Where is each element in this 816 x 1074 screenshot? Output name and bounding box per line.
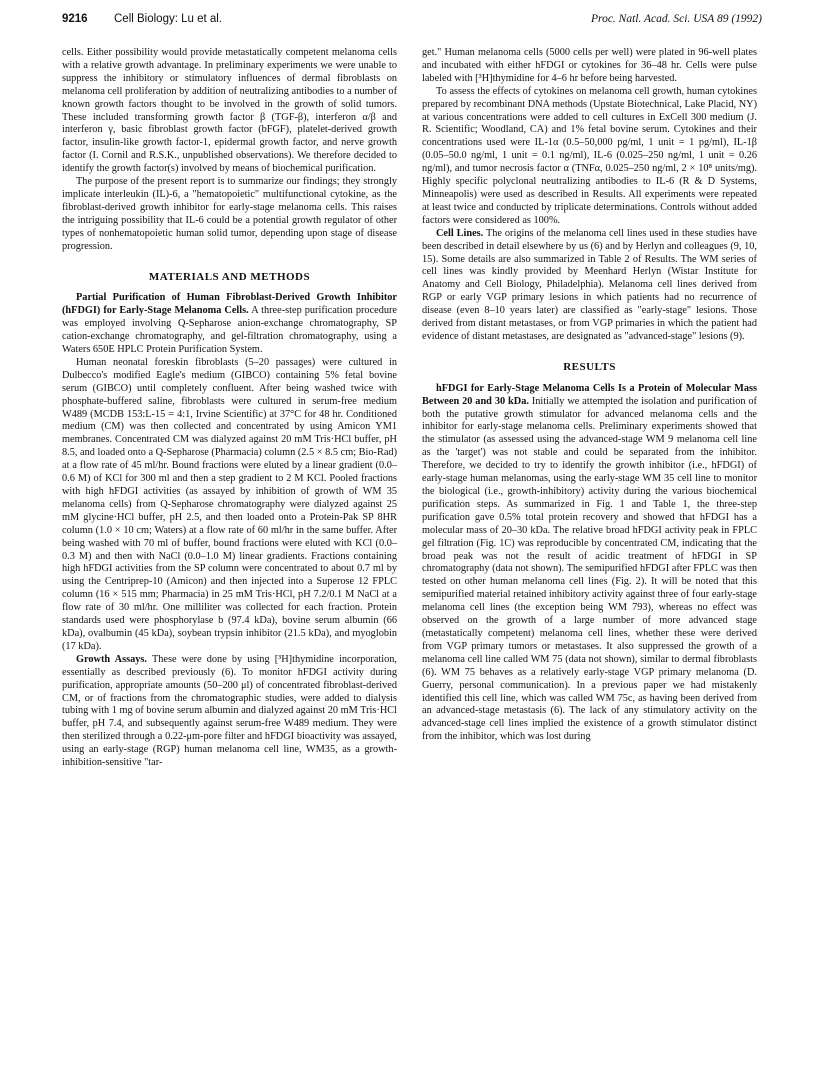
methods-heading: MATERIALS AND METHODS xyxy=(148,270,311,283)
growth-assays-paragraph xyxy=(62,654,397,770)
page-number: 9216 xyxy=(62,13,88,25)
purification-text: A three-step purification procedure was employed involving Q-Sepharose anion-exchange chromatography, SP cation-exchange chromatography, and gel-filtration chromatography, using a Waters 650E HPLC Protein Purification System. xyxy=(62,305,398,356)
growth-assays-text: These were done by using [³H]thymidine incorporation, essentially as described previously (6). To monitor hFDGI activity during purification, appropriate amounts (50–200 μl) of concentrated fibroblast-derived CM, or of fractions from the chromatographic studies, were added to dialysis tubing with 1 mg of bovine serum albumin and dialyzed against 20 mM Tris·HCl buffer, pH 7.4, and subsequently against serum-free W489 medium. They were then sterilized through a 0.22-μm-pore filter and hFDGI bioactivity was assayed, using an early-stage (RGP) human melanoma cell line, WM35, as a growth-inhibition-sensitive "tar- xyxy=(62,653,398,769)
results-paragraph xyxy=(422,383,757,744)
continued-paragraph: get." Human melanoma cells (5000 cells per well) were plated in 96-well plates and incubated with either hFDGI or cytokines for 36–48 hr. Cells were pulse labeled with [³H]thymidine for 4–6 hr before being harvested. xyxy=(422,47,757,84)
journal-citation: Proc. Natl. Acad. Sci. USA 89 (1992) xyxy=(591,13,762,25)
running-title: Cell Biology: Lu et al. xyxy=(114,13,223,25)
cytokine-paragraph: To assess the effects of cytokines on melanoma cell growth, human cytokines prepared by recombinant DNA methods (Upstate Biotechnical, Lake Placid, NY) at various concentrations were added to cell cultures in ExCell 300 medium (J. R. Scientific; Woodland, CA) and 1% fetal bovine serum. Cytokines and their concentrations used were IL-1α (0.5–50,000 pg/ml, 1 unit = 1 pg/ml), IL-1β (0.05–50.0 ng/ml, 1 unit = 0.1 ng/ml), IL-6 (0.025–250 ng/ml, 1 unit = 0.26 ng/ml), and tumor necrosis factor α (TNFα, 0.025–250 ng/ml, 2 × 10⁸ units/mg). Highly specific polyclonal neutralizing antibodies to IL-6 (R & D Systems, Minneapolis) were used as described in Results. All experiments were repeated at least twice and conducted by triplicate determinations. Controls without added factors were considered as 100%. xyxy=(422,85,757,226)
intro-paragraph-2: The purpose of the present report is to summarize our findings; they strongly implicate interleukin (IL)-6, a "hematopoietic" multifunctional cytokine, as the fibroblast-derived growth inhibitor for early-stage melanoma cells. This raises the intriguing possibility that IL-6 could be a potential growth regulator of other types of nonhematopoietic human solid tumor, depending upon stage of disease progression. xyxy=(62,176,397,252)
growth-assays-run-in-heading: Growth Assays. xyxy=(76,653,148,665)
results-run-in-heading: hFDGI for Early-Stage Melanoma Cells Is a Protein of Molecular Mass Between 20 and 30 kDa. xyxy=(422,382,757,407)
results-text: Initially we attempted the isolation and purification of both the putative growth stimulator for advanced melanoma cells and the inhibitor for early-stage melanoma cells. Preliminary experiments showed that the stimulator (as assessed using the advanced-stage WM 9 melanoma cell line as the 'target') was not stable and could be separated from the inhibitor. Therefore, we decided to try to identify the growth inhibitor (i.e., hFDGI) of early-stage human melanomas, using the early-stage WM 35 cell line to monitor the biological (i.e., growth-inhibitory) activity during the various biochemical purification steps. As summarized in Fig. 1 and Table 1, the three-step purification gave 0.5% total protein recovery and showed that hFDGI has a molecular mass of 20–30 kDa. The relative broad hFDGI activity peak in FPLC gel filtration (Fig. 1C) was reproducible by concentrated CM, indicating that the broad peak was not the result of acidic treatment of hFDGI in SP chromatography (data not shown). The semipurified hFDGI after FPLC was then tested on other human melanoma cell lines (Fig. 2). It will be noted that this semipurified material retained inhibitory activity against three of four early-stage melanoma cell lines (the exception being WM 793), whereas no effect was observed on the growth of a large number of more advanced stage (metastatically competent) melanoma cell lines, whether these were derived from VGP primary tumors or metastases. It also suppressed the growth of a melanoma cell line called WM 75 (data not shown), similar to dermal fibroblasts (6). WM 75 behaves as a relatively early-stage VGP primary melanoma (D. Guerry, personal communication). In a previous paper we had mistakenly identified this cell line, which was called WM 75c, as having been derived from an advanced-stage metastasis (6). The lack of any stimulatory activity on the advanced-stage cell lines implied the existence of a growth stimulator distinct from the inhibitor, which was lost during xyxy=(422,395,757,743)
left-column xyxy=(62,47,397,770)
cell-lines-run-in-heading: Cell Lines. xyxy=(436,227,484,239)
cell-lines-paragraph xyxy=(422,228,757,344)
page-header xyxy=(62,13,762,31)
right-column xyxy=(422,47,757,744)
fibroblast-paragraph: Human neonatal foreskin fibroblasts (5–20 passages) were cultured in Dulbecco's modified Eagle's medium (GIBCO) containing 5% fetal bovine serum (GIBCO) until completely confluent. After being washed twice with phosphate-buffered saline, fibroblasts were cultured in serum-free medium W489 (MCDB 153:L-15 = 4:1, Irvine Scientific) at 37°C for 48 hr. Conditioned medium (CM) was then collected and concentrated by using Amicon YM1 membranes. Concentrated CM was dialyzed against 20 mM Tris·HCl buffer, pH 8.5, and loaded onto a Q-Sepharose (Pharmacia) column (2.5 × 8.5 cm; Bio-Rad) at a flow rate of 45 ml/hr. Bound fractions were eluted by a linear gradient (0.0–0.6 M) of KCl for 300 ml and then a step gradient to 2 M KCl. Pooled fractions with high hFDGI activities (as assayed by inhibition of growth of WM 35 melanoma cells) from Q-Sepharose chromatography were dialyzed against 25 mM glycine·HCl buffer, pH 2.5, and then loaded onto a Protein-Pak SP 8HR column (1.0 × 10 cm; Waters) at a flow rate of 60 ml/hr in the same buffer. After being washed with 70 ml of buffer, bound fractions were eluted with KCl (0.0–0.3 M) and then with NaCl (0.0–1.0 M) linear gradients. Fractions containing high hFDGI activities from the SP column were concentrated to about 0.7 ml by using the Centriprep-10 (Amicon) and then injected into a Superose 12 FPLC column (16 × 515 mm; Pharmacia) in 25 mM Tris·HCl, pH 7.2/0.1 M NaCl at a flow rate of 30 ml/hr. One milliliter was collected for each fraction. Protein standards used were phosphorylase b (97.4 kDa), bovine serum albumin (66 kDa), ovalbumin (45 kDa), soybean trypsin inhibitor (21.5 kDa), and myoglobin (17 kDa). xyxy=(62,356,397,652)
purification-run-in-heading: Partial Purification of Human Fibroblast-Derived Growth Inhibitor (hFDGI) for Early-Stage Melanoma Cells. xyxy=(62,292,397,317)
intro-paragraph-1: cells. Either possibility would provide metastatically competent melanoma cells with a relative growth advantage. In preliminary experiments we were unable to suppress the inhibitory or stimulatory influences of dermal fibroblasts on melanoma cell proliferation by addition of neutralizing antibodies to a number of known growth factors thought to be involved in the growth of solid tumors. These included transforming growth factor β (TGF-β), interferon α/β and interferon γ, basic fibroblast growth factor (bFGF), platelet-derived growth factor, insulin-like growth factor-1, epidermal growth factor, and nerve growth factor (I. Cornil and R.S.K., unpublished observations). We therefore decided to identify the growth factor(s) involved by means of biochemical purification. xyxy=(62,47,397,175)
results-heading: RESULTS xyxy=(563,360,616,373)
purification-paragraph xyxy=(62,292,397,357)
cell-lines-text: The origins of the melanoma cell lines used in these studies have been described in detail elsewhere by us (6) and by Herlyn and colleagues (9, 10, 15). Some details are also summarized in Table 2 of Results. The WM series of cell lines was kindly provided by Meenhard Herlyn (Wistar Institute for Anatomy and Cell Biology, Philadelphia). Melanoma cell lines derived from RGP or early VGP primary lesions in which patients had no recurrence of disease (even 8–10 years later) are classified as "early-stage" lesions. Those derived from distant metastases, or from VGP primaries in which the patient had evidence of distant metastases, are designated as "advanced-stage" lesions (9). xyxy=(422,227,757,342)
